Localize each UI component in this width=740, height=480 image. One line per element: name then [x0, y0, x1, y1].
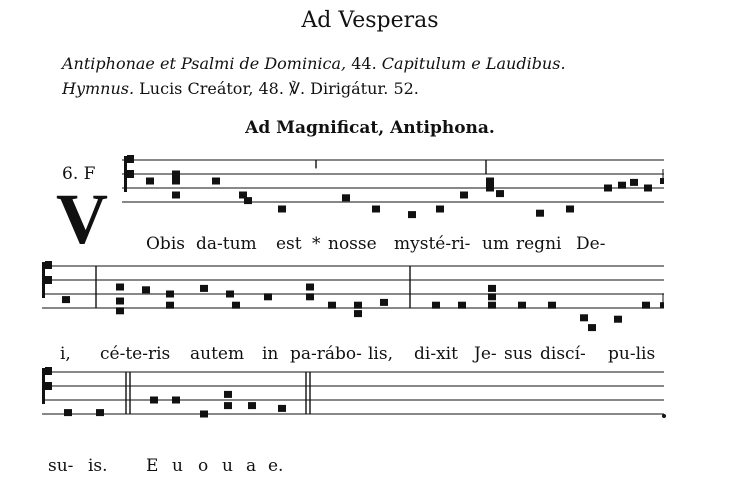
lyric-syllable: mysté-ri-: [394, 234, 471, 254]
punctum-icon: [644, 185, 652, 192]
lyric-syllable: pa-rábo-: [290, 344, 362, 364]
punctum-icon: [116, 307, 124, 314]
punctum-icon: [264, 293, 272, 300]
lyric-syllable: sus: [504, 344, 533, 364]
punctum-icon: [432, 302, 440, 309]
lyric-syllable: autem: [190, 344, 245, 364]
lyric-syllable: da-tum: [196, 234, 257, 254]
lyric-syllable: e.: [268, 456, 284, 476]
punctum-icon: [618, 182, 626, 189]
lyric-syllable: u: [172, 456, 183, 476]
antiphon-heading: Ad Magnificat, Antiphona.: [245, 118, 495, 138]
end-mark-icon: [662, 414, 666, 418]
punctum-icon: [518, 302, 526, 309]
punctum-icon: [226, 291, 234, 298]
lyric-syllable: nosse: [328, 234, 377, 254]
rubric-antiphons: Antiphonae et Psalmi de Dominica,: [62, 54, 347, 73]
punctum-icon: [372, 206, 380, 213]
c-clef-icon: [45, 367, 52, 375]
punctum-icon: [436, 206, 444, 213]
punctum-icon: [172, 178, 180, 185]
lyric-syllable: in: [262, 344, 279, 364]
c-clef-icon: [124, 156, 127, 192]
lyric-syllable: Obis: [146, 234, 185, 254]
punctum-icon: [244, 197, 252, 204]
c-clef-icon: [45, 382, 52, 390]
c-clef-icon: [42, 368, 45, 404]
punctum-icon: [566, 206, 574, 213]
punctum-icon: [486, 178, 494, 185]
punctum-icon: [486, 185, 494, 192]
punctum-icon: [354, 302, 362, 309]
lyric-syllable: *: [312, 234, 321, 254]
punctum-icon: [150, 397, 158, 404]
c-clef-icon: [42, 262, 45, 298]
punctum-icon: [306, 284, 314, 291]
punctum-icon: [354, 310, 362, 317]
lyric-syllable: u: [222, 456, 233, 476]
punctum-icon: [380, 299, 388, 306]
punctum-icon: [116, 284, 124, 291]
punctum-icon: [166, 291, 174, 298]
punctum-icon: [328, 302, 336, 309]
punctum-icon: [142, 286, 150, 293]
lyric-syllable: est: [276, 234, 302, 254]
lyric-syllable: De-: [576, 234, 606, 254]
initial-letter: V: [56, 179, 108, 259]
lyric-syllable: su-: [48, 456, 74, 476]
punctum-icon: [548, 302, 556, 309]
punctum-icon: [278, 405, 286, 412]
punctum-icon: [224, 402, 232, 409]
lyric-syllable: lis,: [368, 344, 394, 364]
punctum-icon: [172, 171, 180, 178]
punctum-icon: [408, 211, 416, 218]
mode-label: 6. F: [62, 164, 96, 184]
rubric-hymn-label: Hymnus.: [62, 79, 135, 98]
lyric-syllable: um: [482, 234, 510, 254]
punctum-icon: [496, 190, 504, 197]
lyric-syllable: i,: [60, 344, 71, 364]
punctum-icon: [64, 409, 72, 416]
punctum-icon: [488, 285, 496, 292]
lyric-syllable: Je-: [474, 344, 497, 364]
rubric-page-number: 44.: [351, 54, 377, 73]
lyric-syllable: a: [246, 456, 257, 476]
punctum-icon: [278, 206, 286, 213]
punctum-icon: [212, 178, 220, 185]
punctum-icon: [200, 411, 208, 418]
lyric-syllable: o: [198, 456, 209, 476]
punctum-icon: [536, 210, 544, 217]
punctum-icon: [580, 314, 588, 321]
c-clef-icon: [45, 276, 52, 284]
punctum-icon: [488, 293, 496, 300]
punctum-icon: [116, 298, 124, 305]
punctum-icon: [306, 293, 314, 300]
punctum-icon: [166, 302, 174, 309]
lyric-syllable: E: [146, 456, 159, 476]
c-clef-icon: [45, 261, 52, 269]
punctum-icon: [460, 192, 468, 199]
punctum-icon: [96, 409, 104, 416]
punctum-icon: [200, 285, 208, 292]
lyric-syllable: cé-te-ris: [100, 344, 171, 364]
lyric-syllable: regni: [516, 234, 562, 254]
rubric-chapter: Capitulum e Laudibus.: [381, 54, 566, 73]
punctum-icon: [232, 302, 240, 309]
lyric-syllable: discí-: [540, 344, 586, 364]
punctum-icon: [342, 194, 350, 201]
punctum-icon: [588, 324, 596, 331]
punctum-icon: [62, 296, 70, 303]
punctum-icon: [458, 302, 466, 309]
lyric-syllable: di-xit: [414, 344, 458, 364]
punctum-icon: [248, 402, 256, 409]
punctum-icon: [642, 302, 650, 309]
lyric-syllable: is.: [88, 456, 108, 476]
punctum-icon: [172, 192, 180, 199]
punctum-icon: [172, 397, 180, 404]
punctum-icon: [630, 179, 638, 186]
lyric-syllable: pu-lis: [608, 344, 656, 364]
page-title: Ad Vesperas: [301, 8, 439, 33]
punctum-icon: [224, 391, 232, 398]
punctum-icon: [614, 316, 622, 323]
punctum-icon: [488, 302, 496, 309]
c-clef-icon: [127, 155, 134, 163]
c-clef-icon: [127, 170, 134, 178]
punctum-icon: [604, 185, 612, 192]
rubric-hymn-text: Lucis Creátor, 48. ℣. Dirigátur. 52.: [139, 79, 419, 98]
punctum-icon: [146, 178, 154, 185]
